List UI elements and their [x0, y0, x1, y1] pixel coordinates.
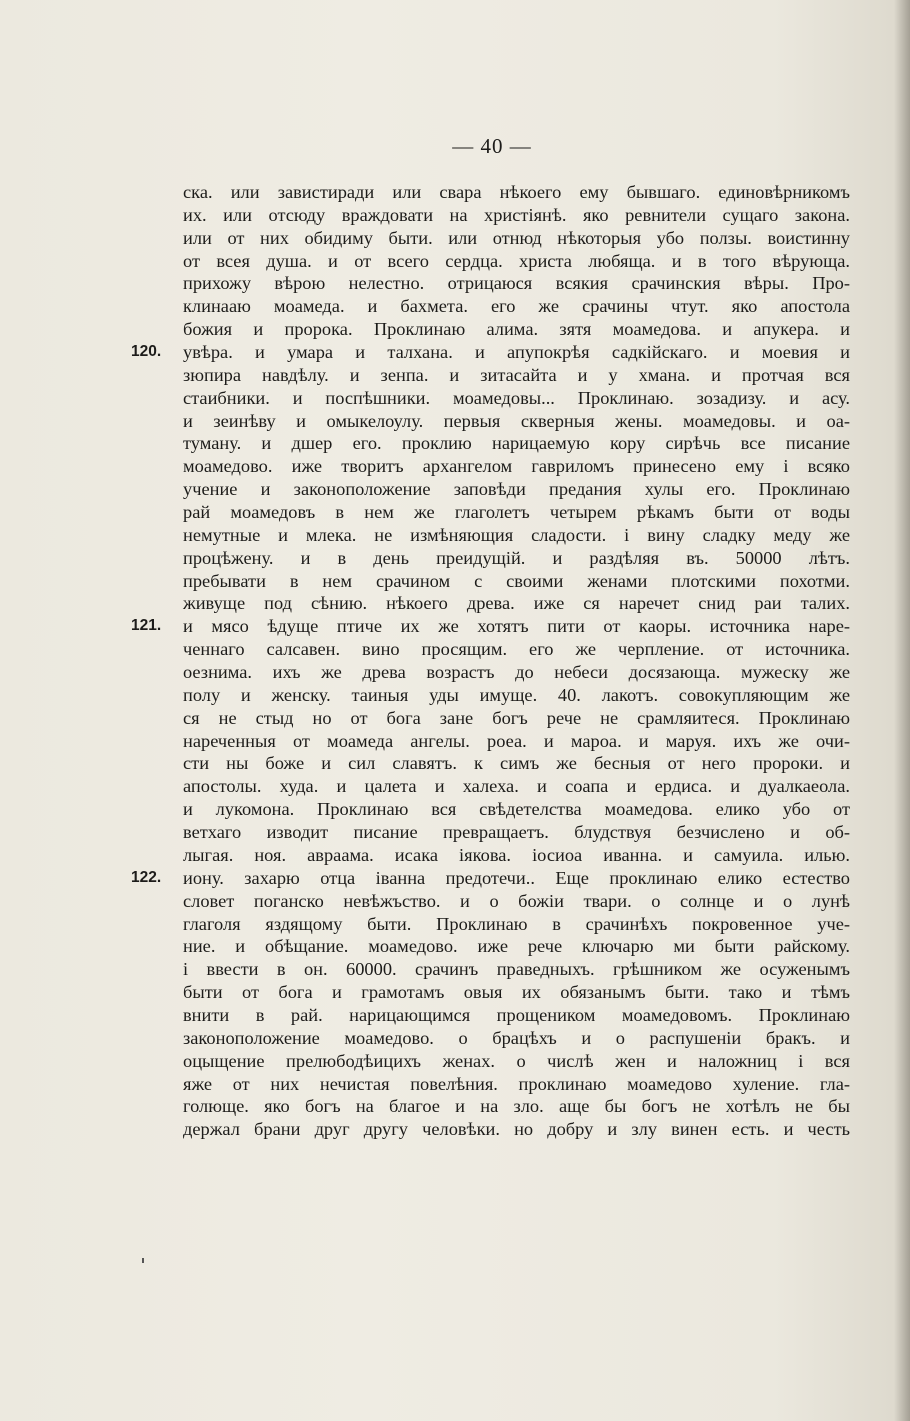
text-line	[183, 958, 850, 981]
line-text: сти ны боже и сил славятъ. к симъ же бесныя от него пророки. и	[183, 753, 850, 774]
text-line	[131, 867, 850, 890]
text-line	[183, 387, 850, 410]
line-text: быти от бога и грамотамъ овыя их обязанымъ быти. тако и тѣмъ	[183, 982, 850, 1003]
line-text: и мясо ѣдуще птиче их же хотятъ пити от каоры. источника наре-	[183, 616, 850, 637]
text-line	[131, 341, 850, 364]
text-line	[183, 501, 850, 524]
line-text: яже от них нечистая повелѣния. проклинаю моамедово хуление. гла-	[183, 1073, 850, 1094]
text-line	[183, 913, 850, 936]
line-text: ние. и обѣщание. моамедово. иже рече ключарю ми быти райскому.	[183, 936, 850, 957]
margin-number: 121.	[131, 617, 162, 635]
text-line	[183, 364, 850, 387]
text-line	[183, 981, 850, 1004]
line-text: і ввести в он. 60000. срачинъ праведныхъ. грѣшником же осуженымъ	[183, 959, 850, 980]
text-line	[183, 295, 850, 318]
text-line	[183, 1095, 850, 1118]
text-line	[183, 181, 850, 204]
text-line	[183, 318, 850, 341]
text-line	[183, 547, 850, 570]
body-text	[131, 181, 850, 1141]
line-text: их. или отсюду враждовати на христіянѣ. яко ревнители сущаго закона.	[183, 204, 850, 225]
line-text: зюпира навдѣлу. и зенпа. и зитасайта и у хмана. и протчая вся	[183, 364, 850, 385]
line-text: ченнаго салсавен. вино просящим. его же черпление. от источника.	[183, 639, 850, 660]
ink-speck	[142, 1258, 144, 1263]
line-text: клинааю моамеда. и бахмета. его же срачины чтут. яко апостола	[183, 296, 850, 317]
text-line	[183, 1050, 850, 1073]
text-line	[183, 478, 850, 501]
text-line	[183, 890, 850, 913]
text-line	[183, 1118, 850, 1141]
line-text: учение и законоположение заповѣди предания хулы его. Проклинаю	[183, 479, 850, 500]
line-text: от всея душа. и от всего сердца. христа любяща. и в того вѣрующа.	[183, 250, 850, 271]
text-line	[183, 1073, 850, 1096]
text-line	[183, 707, 850, 730]
text-line	[183, 752, 850, 775]
text-line	[183, 684, 850, 707]
text-line	[183, 227, 850, 250]
text-line	[183, 272, 850, 295]
line-text: словет поганско невѣжъство. и о божіи твари. о солнце и о лунѣ	[183, 890, 850, 911]
line-text: законоположение моамедово. о брацѣхъ и о распушеніи бракъ. и	[183, 1027, 850, 1048]
line-text: лыгая. ноя. авраама. исака іякова. іосиоа иванна. и самуила. илью.	[183, 844, 850, 865]
line-text: полу и женску. таиныя уды имуще. 40. лакотъ. совокупляющим же	[183, 684, 850, 705]
text-line	[183, 455, 850, 478]
line-text: немутные и млека. не измѣняющия сладости. і вину сладку меду же	[183, 524, 850, 545]
text-line	[183, 250, 850, 273]
line-text: моамедово. иже творитъ архангелом гавриломъ принесено ему і всяко	[183, 456, 850, 477]
line-text: божия и пророка. Проклинаю алима. зятя моамедова. и апукера. и	[183, 319, 850, 340]
text-line	[183, 935, 850, 958]
line-text: держал брани друг другу человѣки. но добру и злу винен есть. и честь	[183, 1119, 850, 1140]
line-text: живуще под сѣнию. нѣкоего древа. иже ся наречет снид раи талих.	[183, 593, 850, 614]
line-text: стаибники. и поспѣшники. моамедовы... Проклинаю. зозадизу. и асу.	[183, 387, 850, 408]
line-text: и лукомона. Проклинаю вся свѣдетелства моамедова. елико убо от	[183, 799, 850, 820]
line-text: апостолы. худа. и цалета и халеха. и соапа и ердиса. и дуалкаеола.	[183, 776, 850, 797]
text-line	[183, 775, 850, 798]
line-text: прихожу вѣрою нелестно. отрицаюся всякия срачинския вѣры. Про-	[183, 273, 850, 294]
margin-number: 120.	[131, 343, 162, 361]
text-line	[183, 592, 850, 615]
line-text: или от них обидиму быти. или отнюд нѣкоторыя убо ползы. воистинну	[183, 227, 850, 248]
text-line	[183, 844, 850, 867]
line-text: ска. или завистиради или свара нѣкоего ему бывшаго. единовѣрникомъ	[183, 182, 850, 202]
page-edge-shadow	[894, 0, 910, 1421]
text-line	[183, 570, 850, 593]
line-text: увѣра. и умара и талхана. и апупокрѣя садкійскаго. и моевия и	[183, 342, 850, 363]
text-line	[183, 204, 850, 227]
text-line	[183, 798, 850, 821]
text-line	[183, 524, 850, 547]
text-line	[183, 730, 850, 753]
line-text: оезнима. ихъ же древа возрастъ до небеси досязающа. мужеску же	[183, 662, 850, 683]
line-text: рай моамедовъ в нем же глаголетъ четырем рѣкамъ быти от воды	[183, 502, 850, 523]
text-line	[131, 615, 850, 638]
line-text: голюще. яко богъ на благое и на зло. аще бы богъ не хотѣлъ не бы	[183, 1096, 850, 1117]
line-text: нареченныя от моамеда ангелы. роеа. и мароа. и маруя. ихъ же очи-	[183, 730, 850, 751]
text-line	[183, 432, 850, 455]
line-text: ся не стыд но от бога зане богъ рече не срамляитеся. Проклинаю	[183, 707, 850, 728]
line-text: ветхаго изводит писание превращаетъ. блудствуя безчислено и об-	[183, 822, 850, 843]
line-text: пребывати в нем срачином с своими женами плотскими похотми.	[183, 570, 850, 591]
text-line	[183, 410, 850, 433]
text-line	[183, 661, 850, 684]
line-text: процѣжену. и в день преидущій. и раздѣляя въ. 50000 лѣтъ.	[183, 547, 850, 568]
text-line	[183, 1004, 850, 1027]
text-line	[183, 821, 850, 844]
margin-number: 122.	[131, 868, 162, 886]
line-text: туману. и дшер его. проклию нарицаемую кору сирѣчь все писание	[183, 433, 850, 454]
page-number: — 40 —	[452, 134, 532, 158]
line-text: и зеинѣву и омыкелоулу. первыя скверныя жены. моамедовы. и оа-	[183, 410, 850, 431]
line-text: глаголя яздящому быти. Проклинаю в срачинѣхъ покровенное уче-	[183, 913, 850, 934]
line-text: иону. захарю отца іванна предотечи.. Еще проклинаю елико естество	[183, 867, 850, 888]
line-text: оцыщение прелюбодѣицихъ женах. о числѣ жен и наложниц і вся	[183, 1050, 850, 1071]
text-line	[183, 638, 850, 661]
text-line	[183, 1027, 850, 1050]
line-text: внити в рай. нарицающимся прощеником моамедовомъ. Проклинаю	[183, 1004, 850, 1025]
